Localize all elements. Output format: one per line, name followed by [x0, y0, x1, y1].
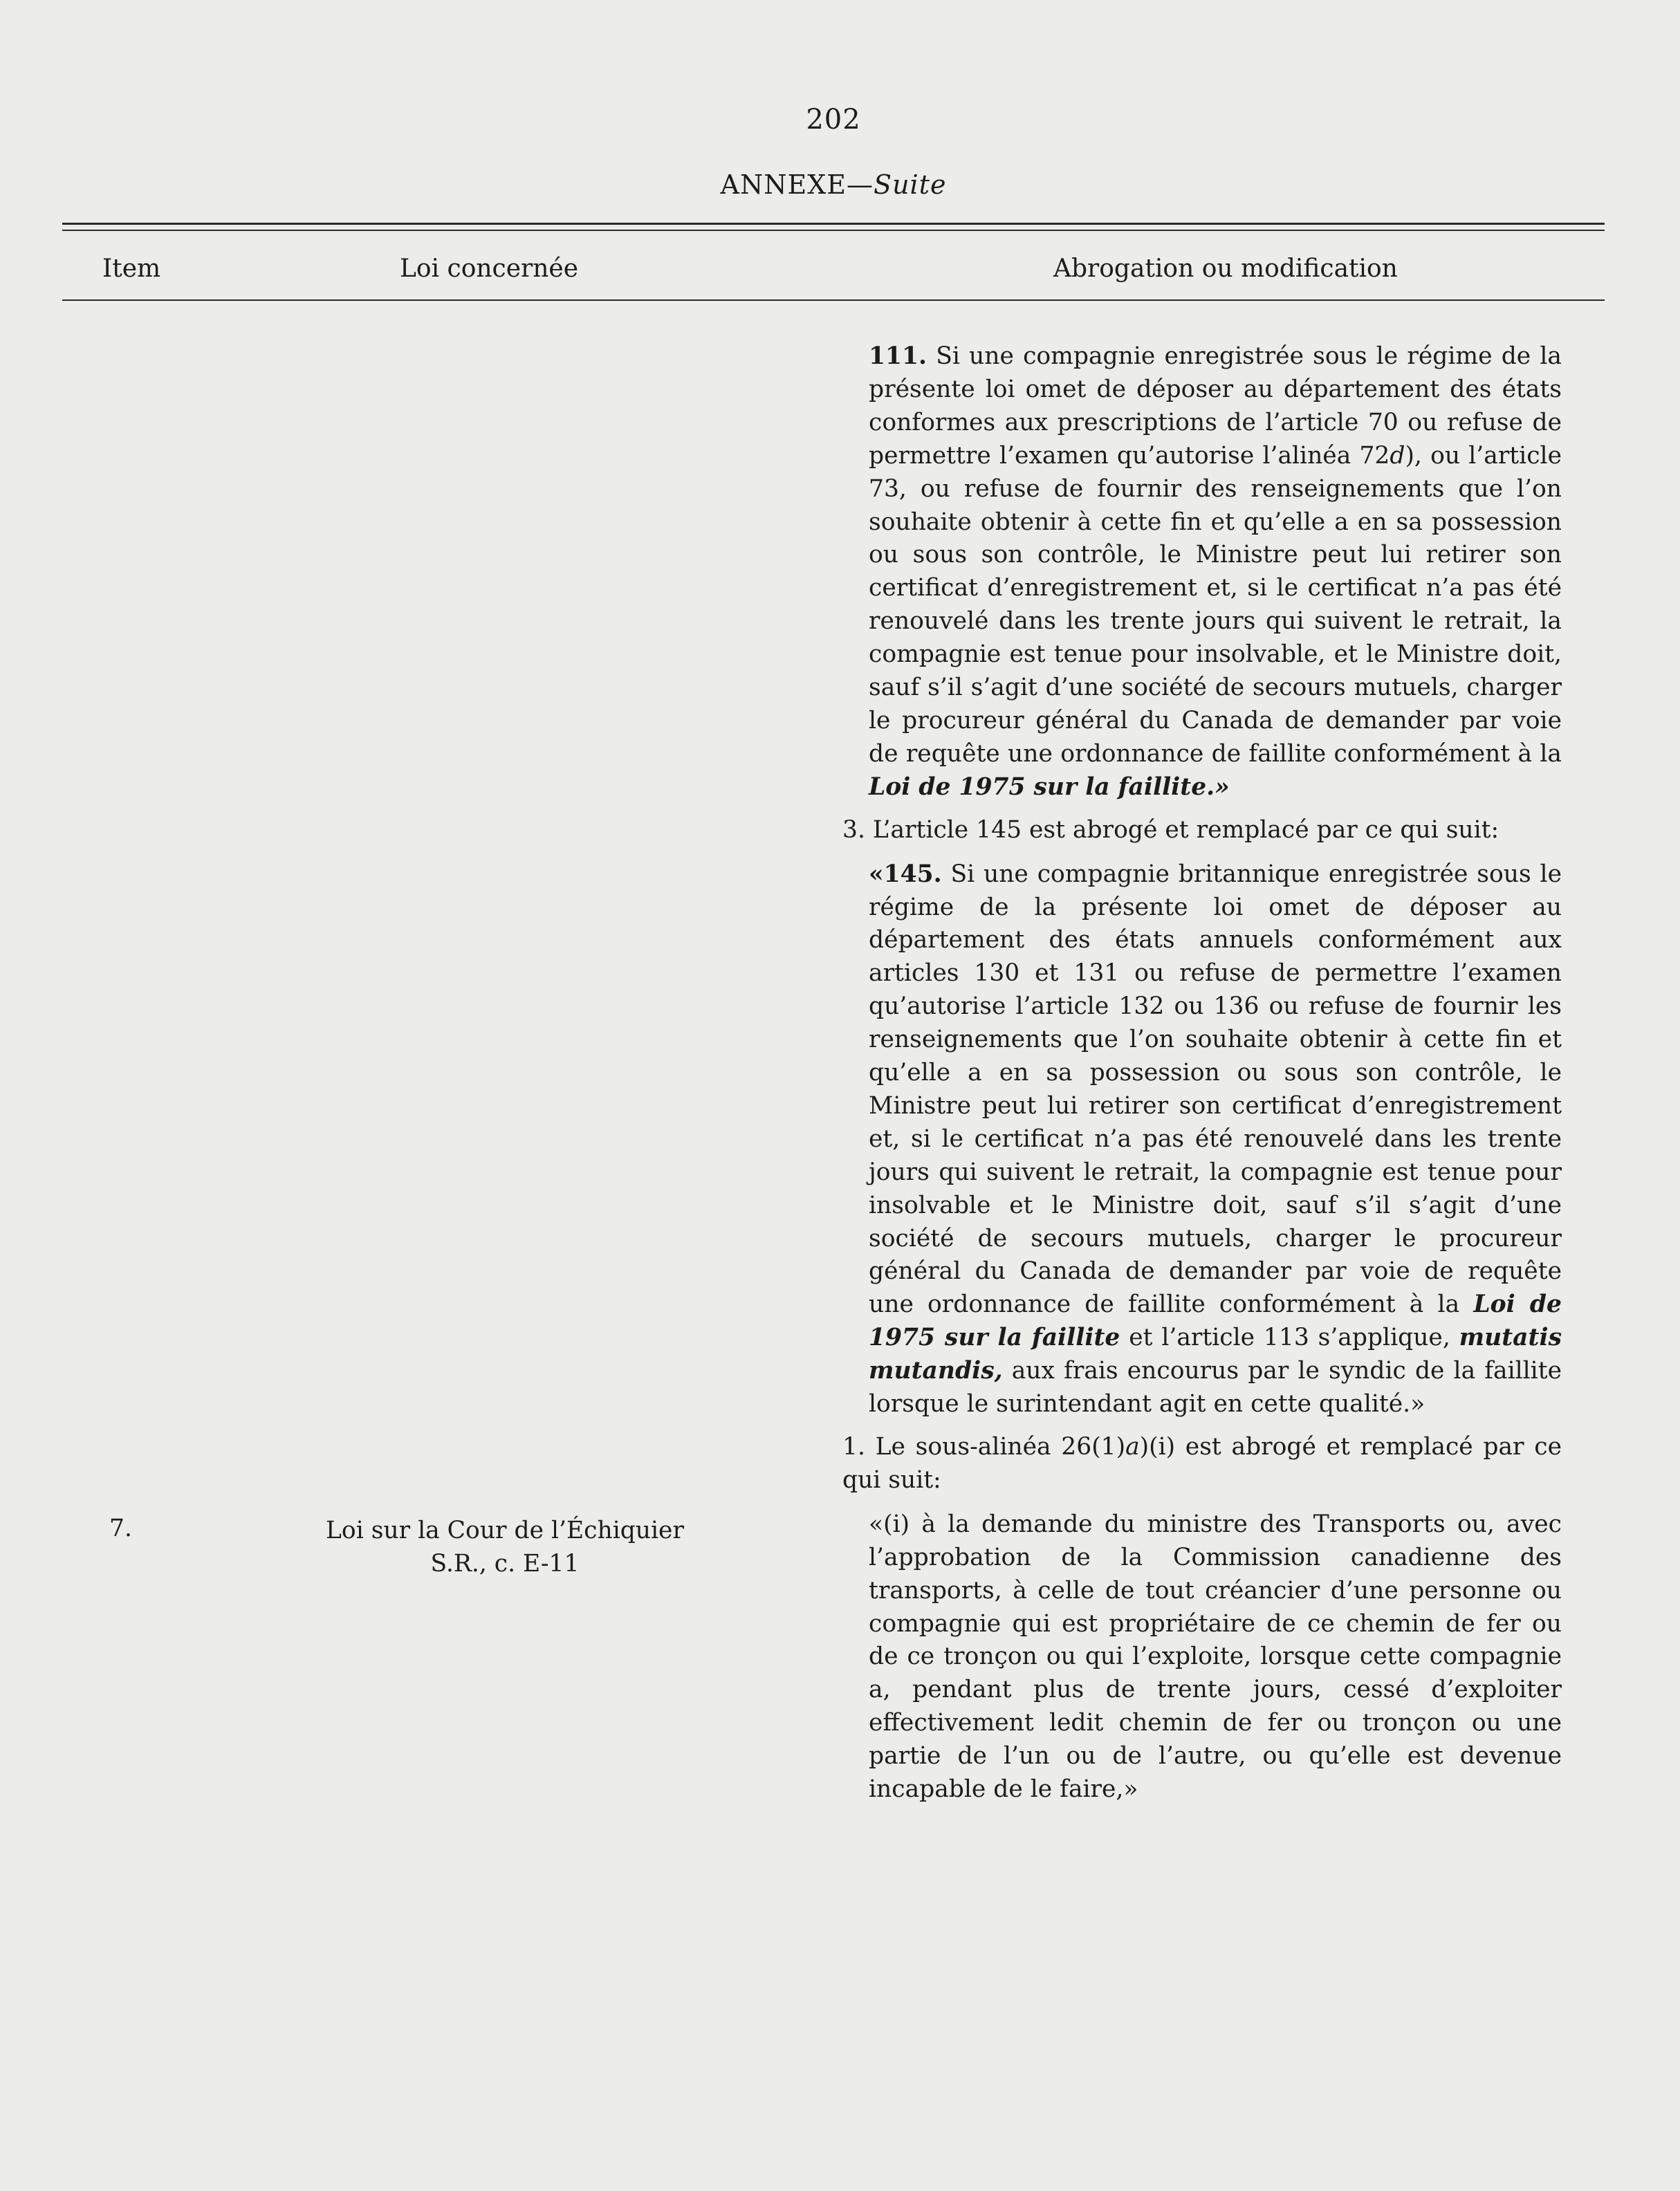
paragraph-section-111 — [869, 340, 1562, 804]
page-heading — [0, 169, 1667, 200]
paragraph-amendment-1 — [842, 1431, 1562, 1497]
latin-phrase: mutatis mutandis, — [869, 1324, 1562, 1385]
paragraph-text: aux frais encourus par le syndic de la faillite lorsque le surintendant agit en cette qualité.» — [869, 1357, 1562, 1418]
heading-main: ANNEXE— — [720, 169, 874, 200]
row-law-cell — [304, 1515, 705, 1581]
paragraph-text: ), ou l’article 73, ou refuse de fournir des renseignements que l’on souhaite obtenir à cette fin et qu’elle a en sa possession ou sous son contrôle, le Ministre peut lui retirer son certificat d’enregistrement et, si le certificat n’a pas été renouvelé dans les trente jours qui suivent le retrait, la compagnie est tenue pour insolvable, et le Ministre doit, sauf s’il s’agit d’une société de secours mutuels, charger le procureur général du Canada de demander par voie de requête une ordonnance de faillite conformément à la — [869, 441, 1562, 768]
paragraph-letter: d — [1390, 441, 1405, 470]
header-rule-bottom — [62, 299, 1605, 301]
header-rule-top — [62, 223, 1605, 225]
paragraph-letter: a — [1125, 1433, 1140, 1461]
paragraph-text: et l’article 113 s’applique, — [1120, 1324, 1459, 1352]
page-number: 202 — [806, 104, 861, 136]
row-law-name: Loi sur la Cour de l’Échiquier — [326, 1517, 684, 1544]
column-header-law: Loi concernée — [400, 255, 579, 283]
section-number: 111. — [869, 342, 927, 370]
paragraph-text: 1. Le sous-alinéa 26(1) — [842, 1433, 1126, 1461]
paragraph-text: )(i) est abrogé et remplacé par ce qui suit: — [842, 1433, 1562, 1494]
row-item-number: 7. — [109, 1515, 132, 1542]
law-title: Loi de 1975 sur la faillite.» — [869, 773, 1230, 801]
column-header-repeal: Abrogation ou modification — [1053, 255, 1398, 283]
law-title: Loi de 1975 sur la faillite — [869, 1291, 1562, 1352]
header-rule-top-inner — [62, 230, 1605, 231]
paragraph-text: Si une compagnie enregistrée sous le régime de la présente loi omet de déposer au département des états conformes aux prescriptions de l’article 70 ou refuse de permettre l’examen qu’autorise l’alinéa 72 — [869, 342, 1562, 470]
paragraph-section-145 — [869, 858, 1562, 1421]
column-header-item: Item — [102, 255, 161, 283]
paragraph-text: Si une compagnie britannique enregistrée sous le régime de la présente loi omet de déposer au département des états annuels conformément aux articles 130 et 131 ou refuse de permettre l’examen qu’autorise l’article 132 ou 136 ou refuse de fournir les renseignements que l’on souhaite obtenir à cette fin et qu’elle a en sa possession ou sous son contrôle, le Ministre peut lui retirer son certificat d’enregistrement et, si le certificat n’a pas été renouvelé dans les trente jours qui suivent le retrait, la compagnie est tenue pour insolvable et le Ministre doit, sauf s’il s’agit d’une société de secours mutuels, charger le procureur général du Canada de demander par voie de requête une ordonnance de faillite conformément à la — [869, 860, 1562, 1319]
section-number: «145. — [869, 860, 942, 888]
repeal-text-column — [842, 340, 1562, 1816]
paragraph-amendment-3: 3. L’article 145 est abrogé et remplacé par ce qui suit: — [842, 815, 1499, 844]
row-law-reference: S.R., c. E-11 — [430, 1549, 580, 1578]
heading-suffix: Suite — [874, 169, 947, 200]
paragraph-subparagraph-i: «(i) à la demande du ministre des Transports ou, avec l’approbation de la Commission canadienne des transports, à celle de tout créancier d’une personne ou compagnie qui est propriétaire de ce chemin de fer ou de ce tronçon ou qui l’exploite, lorsque cette compagnie a, pendant plus de trente jours, cessé d’exploiter effectivement ledit chemin de fer ou tronçon ou une partie de l’un ou de l’autre, ou qu’elle est devenue incapable de le faire,» — [869, 1510, 1562, 1804]
